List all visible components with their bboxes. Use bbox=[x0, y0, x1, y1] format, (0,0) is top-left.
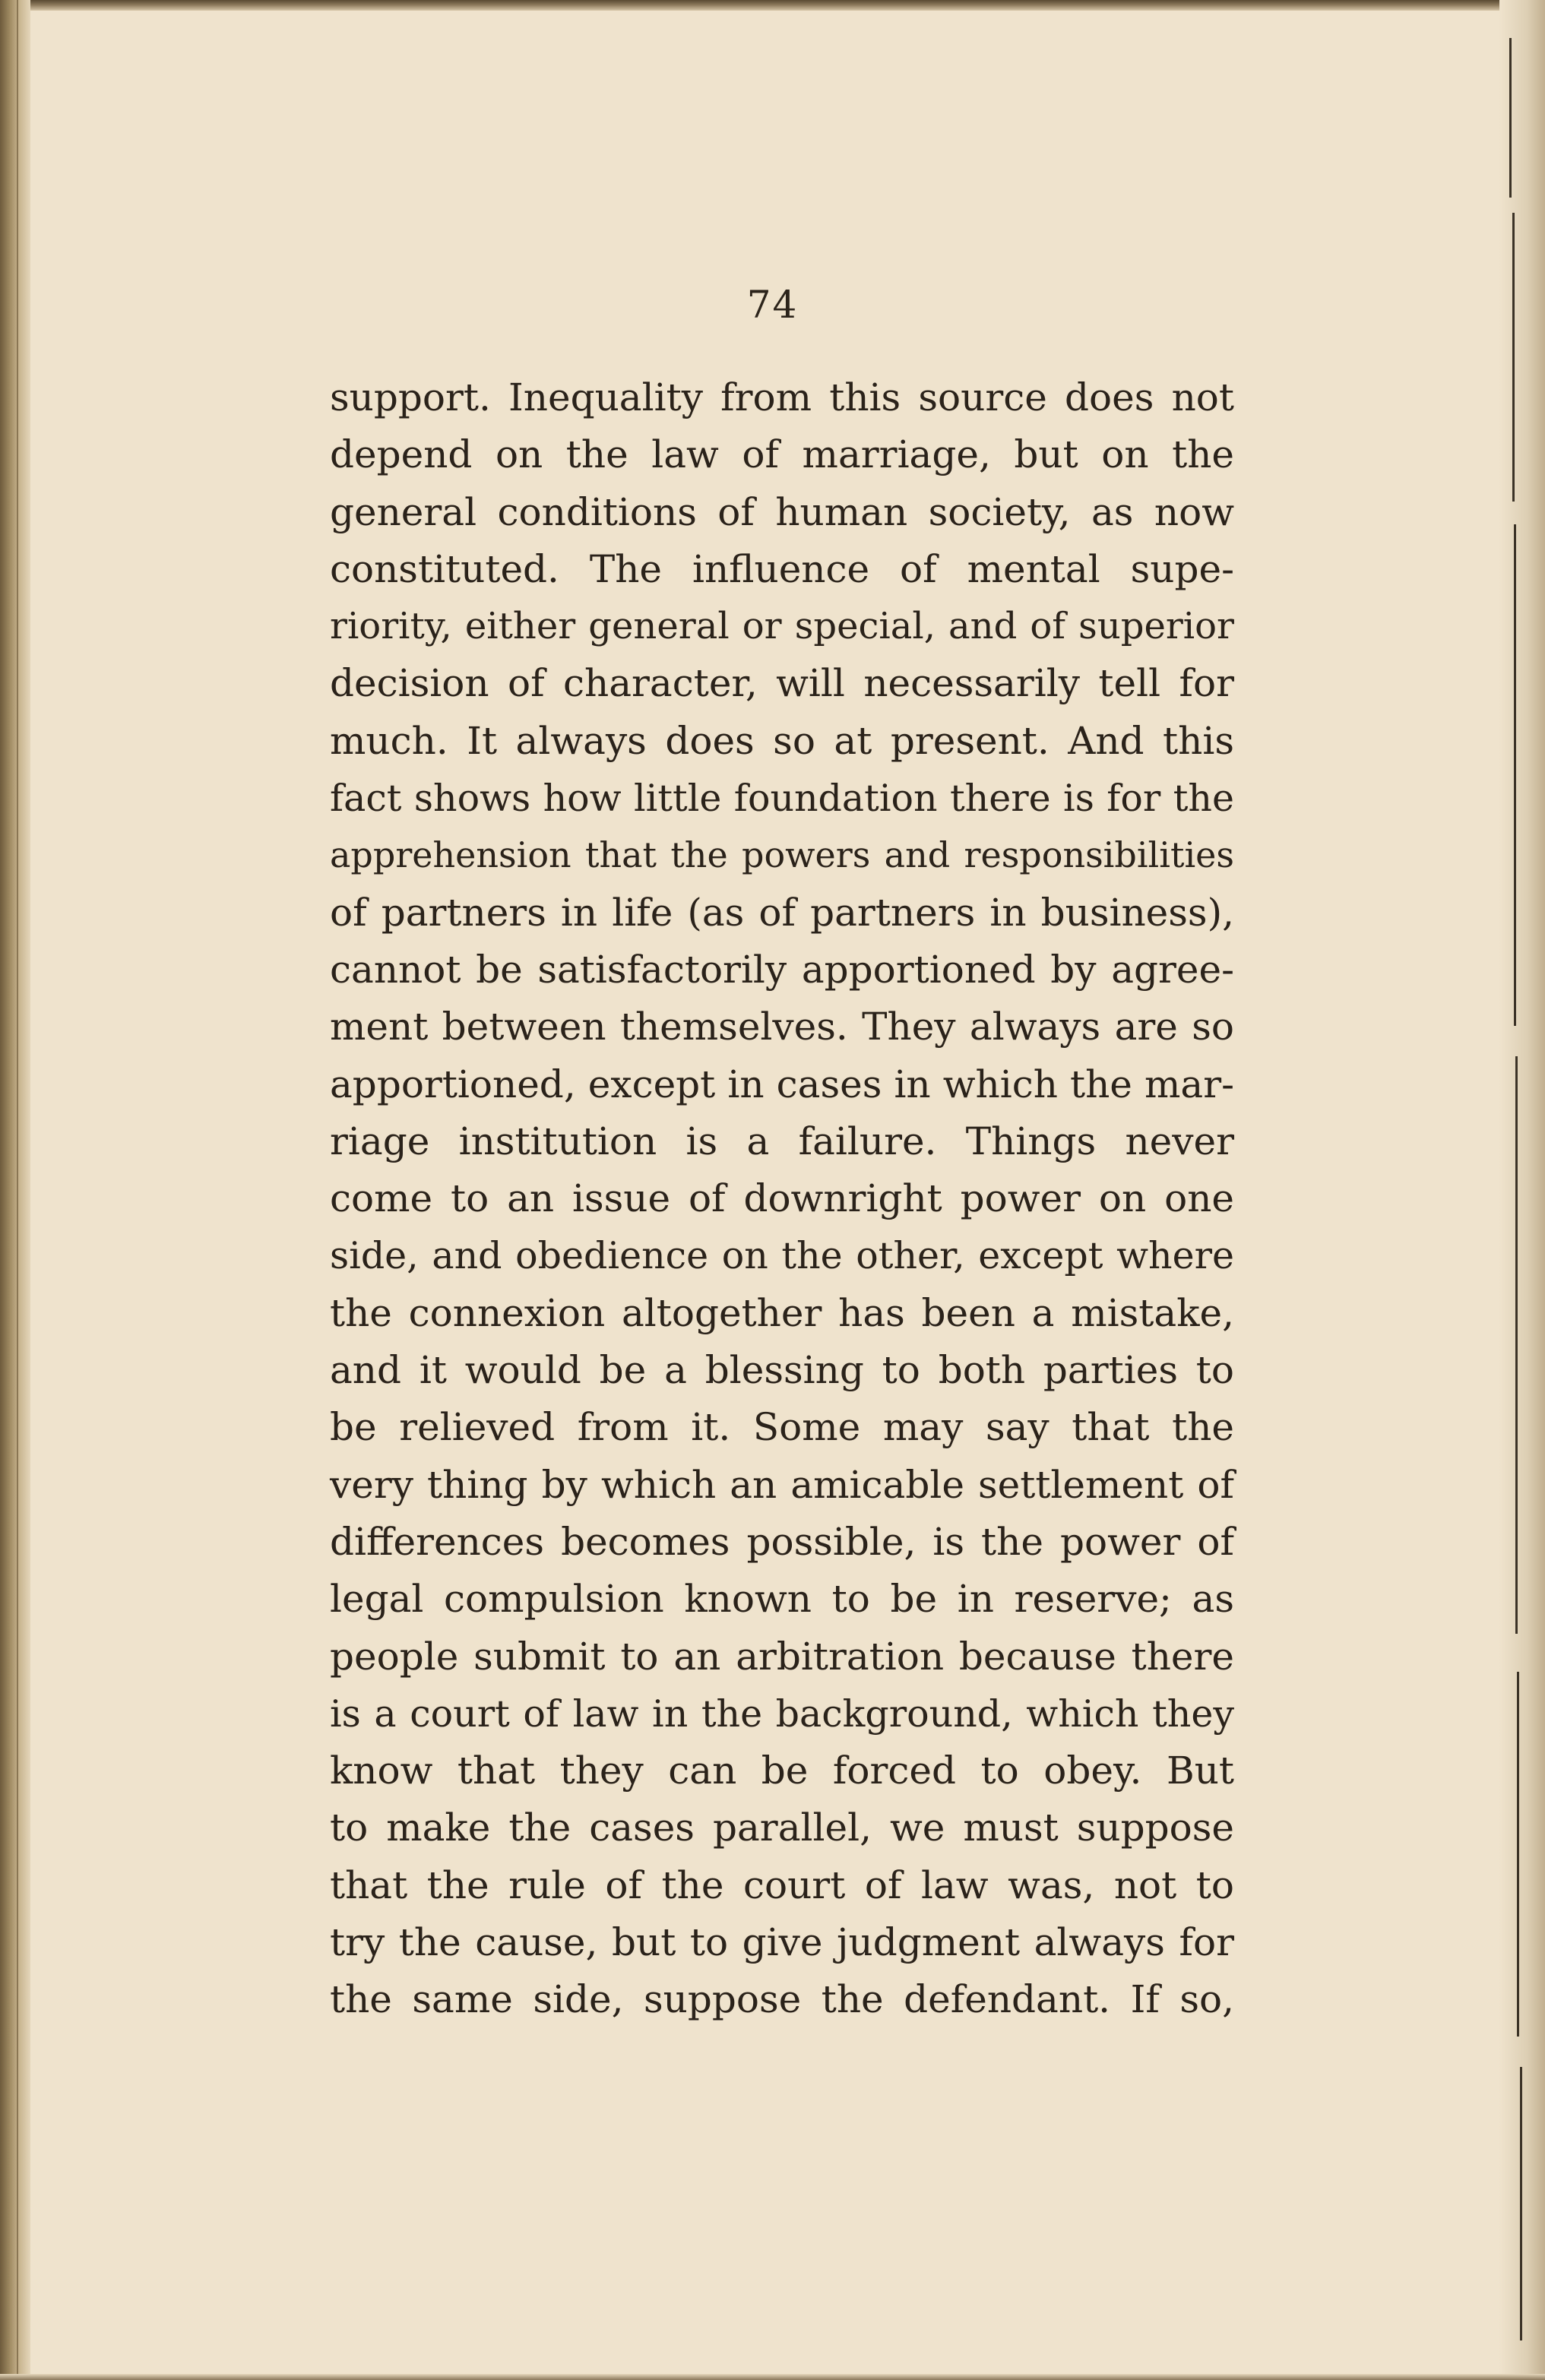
text-line: that the rule of the court of law was, not to bbox=[330, 1863, 1234, 1907]
page-number: 74 bbox=[746, 283, 799, 327]
text-line: the connexion altogether has been a mistake, bbox=[330, 1290, 1234, 1335]
text-line: ment between themselves. They always are so bbox=[330, 1005, 1234, 1049]
text-line: fact shows how little foundation there is for the bbox=[330, 777, 1234, 821]
text-line: and it would be a blessing to both parties to bbox=[330, 1348, 1234, 1393]
text-line: people submit to an arbitration because there bbox=[330, 1634, 1234, 1679]
text-line: legal compulsion known to be in reserve; as bbox=[330, 1577, 1234, 1622]
right-edge-mark bbox=[1520, 2067, 1522, 2340]
page-bottom-edge bbox=[0, 2374, 1545, 2380]
text-line: side, and obedience on the other, except where bbox=[330, 1234, 1234, 1278]
text-line: riage institution is a failure. Things never bbox=[330, 1119, 1234, 1163]
text-line: decision of character, will necessarily tell for bbox=[330, 661, 1234, 706]
body-text bbox=[330, 369, 1234, 2029]
text-line: know that they can be forced to obey. But bbox=[330, 1749, 1234, 1793]
text-line: support. Inequality from this source does not bbox=[330, 375, 1234, 419]
text-line: depend on the law of marriage, but on the bbox=[330, 432, 1234, 477]
text-line: apprehension that the powers and responsibilities bbox=[330, 834, 1234, 876]
text-line: to make the cases parallel, we must suppose bbox=[330, 1806, 1234, 1850]
page-right-edge bbox=[1499, 0, 1545, 2380]
text-line: riority, either general or special, and of superior bbox=[330, 605, 1234, 648]
page-top-edge bbox=[0, 0, 1545, 11]
right-edge-mark bbox=[1517, 1672, 1519, 2037]
text-line: constituted. The influence of mental supe- bbox=[330, 546, 1234, 591]
right-edge-mark bbox=[1512, 213, 1515, 502]
text-line: the same side, suppose the defendant. If so, bbox=[330, 1977, 1234, 2022]
text-line: is a court of law in the background, which they bbox=[330, 1692, 1234, 1736]
text-line: try the cause, but to give judgment always for bbox=[330, 1920, 1234, 1965]
text-line: come to an issue of downright power on one bbox=[330, 1176, 1234, 1221]
right-edge-mark bbox=[1514, 524, 1516, 1026]
text-line: cannot be satisfactorily apportioned by agree- bbox=[330, 947, 1234, 992]
right-edge-mark bbox=[1509, 38, 1512, 198]
right-edge-mark bbox=[1515, 1056, 1518, 1634]
text-line: much. It always does so at present. And this bbox=[330, 718, 1234, 763]
gutter-line bbox=[17, 0, 18, 2380]
text-line: apportioned, except in cases in which the mar- bbox=[330, 1062, 1234, 1106]
text-line: of partners in life (as of partners in business), bbox=[330, 890, 1234, 935]
text-line: very thing by which an amicable settlement of bbox=[330, 1462, 1234, 1507]
binding-gutter bbox=[0, 0, 30, 2380]
text-line: be relieved from it. Some may say that the bbox=[330, 1405, 1234, 1450]
text-line: general conditions of human society, as now bbox=[330, 489, 1234, 534]
text-line: differences becomes possible, is the power of bbox=[330, 1519, 1234, 1564]
